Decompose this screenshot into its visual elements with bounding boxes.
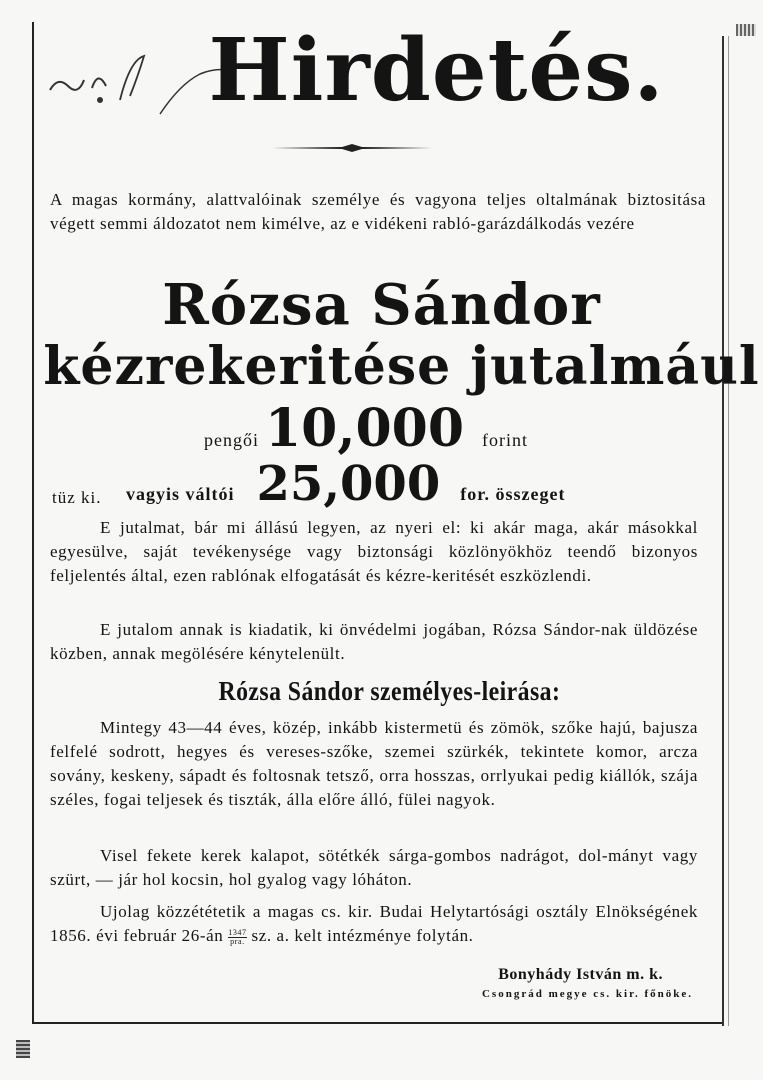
reward-line: kézrekeritése jutalmául: [43, 336, 760, 397]
signature-title: Csongrád megye cs. kir. főnöke.: [481, 988, 693, 1000]
bottom-scan-mark: [16, 1040, 30, 1058]
amount-row-pengoi: [204, 398, 528, 459]
amount1-value: 10,000: [265, 398, 465, 459]
amount2-prefix: vagyis váltói: [126, 484, 235, 504]
paragraph-reward-conditions: E jutalmat, bár mi állású legyen, az nyeri el: ki akár maga, akár másokkal egyesülve, saját tevékenysége vagy biztonsági közlönyökhöz teendő bizonyos feljelentés által, ezen rablónak elfogatását és kézre-keritését eszközlendi.: [50, 518, 698, 585]
amount2-value: 25,000: [256, 456, 441, 512]
right-margin-rule: [722, 36, 724, 1026]
fraction-numerator: 1347: [228, 927, 247, 937]
wanted-name: Rózsa Sándor: [162, 272, 601, 338]
right-margin-rule-thin: [728, 36, 729, 1026]
intro-paragraph: A magas kormány, alattvalóinak személye és vagyona teljes oltalmának biztositása végett semmi áldozatot nem kimélve, az e vidékeni rabló-garázdálkodás vezére: [50, 190, 706, 233]
amount-row-valtoi: [126, 456, 566, 512]
paragraph-personal-description: Mintegy 43—44 éves, közép, inkább kistermetü és zömök, szőke hajú, bajusza felfelé sodrott, hegyes és vereses-szőke, szemei szürkék, tekintete komor, arcza sovány, keskeny, sápadt és foltosnak tetsző, orra hosszas, orrlyukai pedig kiállók, szája széles, fogai teljesek és tiszták, álla előre álló, fülei nagyok.: [50, 718, 698, 809]
publication-text-before: Ujolag közzététetik a magas cs. kir. Budai Helytartósági osztály Elnökségének 1856. évi február 26-án: [50, 902, 698, 945]
document-number-fraction: [228, 929, 246, 946]
amount2-unit: for. összeget: [460, 484, 566, 504]
page-title: Hirdetés.: [208, 20, 665, 121]
signature-name: Bonyhády István m. k.: [498, 966, 663, 983]
fraction-denominator: pra.: [230, 936, 245, 946]
tuz-ki-text: tüz ki.: [52, 488, 102, 507]
amount1-prefix: pengői: [204, 430, 259, 450]
amount1-unit: forint: [482, 430, 529, 450]
title-ornament-rule: [272, 144, 432, 152]
paragraph-clothing: Visel fekete kerek kalapot, sötétkék sárga-gombos nadrágot, dol-mányt vagy szürt, — jár hol kocsin, hol gyalog vagy lóháton.: [50, 846, 698, 889]
description-heading: Rózsa Sándor személyes-leirása:: [218, 676, 561, 706]
paragraph-publication: [50, 900, 698, 948]
publication-text-after: sz. a. kelt intézménye folytán.: [251, 926, 474, 945]
paragraph-self-defense: E jutalom annak is kiadatik, ki önvédelmi jogában, Rózsa Sándor-nak üldözése közben, annak megölésére kénytelenült.: [50, 620, 698, 663]
